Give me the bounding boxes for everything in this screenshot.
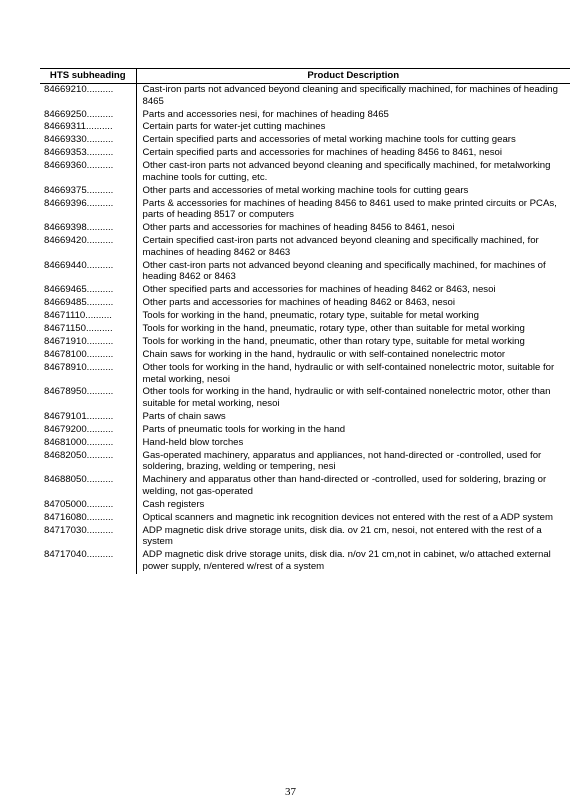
- hts-code: 84669396..........: [40, 198, 136, 223]
- table-row: [40, 411, 570, 424]
- table-row: [40, 424, 570, 437]
- hts-code: 84717030..........: [40, 525, 136, 550]
- table-row: [40, 310, 570, 323]
- hts-code: 84682050..........: [40, 450, 136, 475]
- table-row: [40, 222, 570, 235]
- page-number: 37: [285, 786, 296, 798]
- product-description: Certain specified parts and accessories of metal working machine tools for cutting gears: [142, 134, 516, 146]
- hts-code: 84671150..........: [40, 323, 136, 336]
- table-body: [40, 84, 570, 574]
- product-description: Gas-operated machinery, apparatus and appliances, not hand-directed or -controlled, used for soldering, brazing, welding or tempering, nesi: [142, 449, 542, 473]
- product-description: Machinery and apparatus other than hand-directed or -controlled, used for soldering, brazing or welding, not gas-operated: [142, 474, 547, 497]
- hts-code: 84716080..........: [40, 512, 136, 525]
- header-hts-subheading: HTS subheading: [40, 69, 136, 84]
- table-row: [40, 450, 570, 475]
- product-description: Other parts and accessories for machines of heading 8462 or 8463, nesoi: [142, 297, 456, 309]
- table-row: [40, 134, 570, 147]
- table-row: [40, 525, 570, 550]
- table-row: [40, 160, 570, 185]
- table-row: [40, 235, 570, 260]
- hts-code: 84671110..........: [40, 310, 136, 323]
- hts-code: 84669250..........: [40, 109, 136, 122]
- hts-code: 84669465..........: [40, 284, 136, 297]
- hts-code: 84669440..........: [40, 260, 136, 285]
- product-description: Cash registers: [142, 498, 205, 510]
- table-row: [40, 121, 570, 134]
- table-row: [40, 437, 570, 450]
- hts-code: 84705000..........: [40, 499, 136, 512]
- hts-code: 84669398..........: [40, 222, 136, 235]
- hts-code: 84671910..........: [40, 336, 136, 349]
- product-description: Other cast-iron parts not advanced beyond cleaning and specifically machined, for machines of heading 8462 or 8463: [142, 259, 546, 283]
- hts-code: 84681000..........: [40, 437, 136, 450]
- hts-table: [40, 68, 570, 574]
- product-description: Optical scanners and magnetic ink recognition devices not entered with the rest of a ADP system: [142, 511, 553, 523]
- table-row: [40, 386, 570, 411]
- hts-code: 84669210..........: [40, 84, 136, 109]
- hts-code: 84679200..........: [40, 424, 136, 437]
- table-row: [40, 109, 570, 122]
- product-description: Chain saws for working in the hand, hydraulic or with self-contained nonelectric motor: [142, 348, 506, 360]
- product-description: Parts of chain saws: [142, 410, 226, 422]
- product-description: Tools for working in the hand, pneumatic, rotary type, suitable for metal working: [142, 310, 479, 322]
- hts-code: 84678100..........: [40, 349, 136, 362]
- table-header: [40, 69, 570, 84]
- hts-code: 84669330..........: [40, 134, 136, 147]
- product-description: ADP magnetic disk drive storage units, disk dia. ov 21 cm, nesoi, not entered with the rest of a system: [142, 524, 542, 548]
- table-row: [40, 284, 570, 297]
- table-row: [40, 147, 570, 160]
- product-description: Tools for working in the hand, pneumatic, rotary type, other than suitable for metal working: [142, 323, 525, 335]
- table-row: [40, 84, 570, 109]
- product-description: Other tools for working in the hand, hydraulic or with self-contained nonelectric motor, suitable for metal working, nesoi: [142, 361, 555, 385]
- hts-code: 84717040..........: [40, 549, 136, 574]
- hts-code: 84669311..........: [40, 121, 136, 134]
- table-row: [40, 336, 570, 349]
- hts-code: 84669485..........: [40, 297, 136, 310]
- hts-code: 84669420..........: [40, 235, 136, 260]
- product-description: Other specified parts and accessories for machines of heading 8462 or 8463, nesoi: [142, 284, 496, 296]
- product-description: Certain specified parts and accessories for machines of heading 8456 to 8461, nesoi: [142, 147, 502, 159]
- header-product-description: Product Description: [136, 69, 570, 84]
- table-row: [40, 474, 570, 499]
- table-row: [40, 297, 570, 310]
- hts-code: 84679101..........: [40, 411, 136, 424]
- product-description: Other parts and accessories of metal working machine tools for cutting gears: [142, 184, 469, 196]
- hts-code: 84669375..........: [40, 185, 136, 198]
- product-description: Cast-iron parts not advanced beyond cleaning and specifically machined, for machines of heading 8465: [142, 84, 558, 107]
- table-row: [40, 549, 570, 574]
- hts-code: 84688050..........: [40, 474, 136, 499]
- table-row: [40, 362, 570, 387]
- table-row: [40, 499, 570, 512]
- table-row: [40, 349, 570, 362]
- table-row: [40, 323, 570, 336]
- table-row: [40, 198, 570, 223]
- product-description: Parts & accessories for machines of heading 8456 to 8461 used to make printed circuits or PCAs, parts of heading 8517 or computers: [142, 197, 557, 221]
- product-description: Parts and accessories nesi, for machines of heading 8465: [142, 108, 389, 120]
- product-description: Parts of pneumatic tools for working in the hand: [142, 423, 346, 435]
- product-description: Other parts and accessories for machines of heading 8456 to 8461, nesoi: [142, 222, 455, 234]
- product-description: Other cast-iron parts not advanced beyond cleaning and specifically machined, for metalworking machine tools for cutting, etc.: [142, 160, 551, 183]
- hts-code: 84669360..........: [40, 160, 136, 185]
- hts-code: 84678950..........: [40, 386, 136, 411]
- product-description: ADP magnetic disk drive storage units, disk dia. n/ov 21 cm,not in cabinet, w/o attached external power supply, n/entered w/rest of a system: [142, 549, 551, 572]
- product-description: Hand-held blow torches: [142, 436, 244, 448]
- product-description: Certain specified cast-iron parts not advanced beyond cleaning and specifically machined, for machines of heading 8462 or 8463: [142, 235, 539, 258]
- hts-code: 84669353..........: [40, 147, 136, 160]
- hts-code: 84678910..........: [40, 362, 136, 387]
- table-row: [40, 260, 570, 285]
- product-description: Tools for working in the hand, pneumatic, other than rotary type, suitable for metal working: [142, 336, 525, 348]
- table-row: [40, 512, 570, 525]
- product-description: Certain parts for water-jet cutting machines: [142, 121, 326, 133]
- table-header-row: [40, 69, 570, 84]
- product-description: Other tools for working in the hand, hydraulic or with self-contained nonelectric motor, other than suitable for metal working, nesoi: [142, 386, 551, 410]
- table-row: [40, 185, 570, 198]
